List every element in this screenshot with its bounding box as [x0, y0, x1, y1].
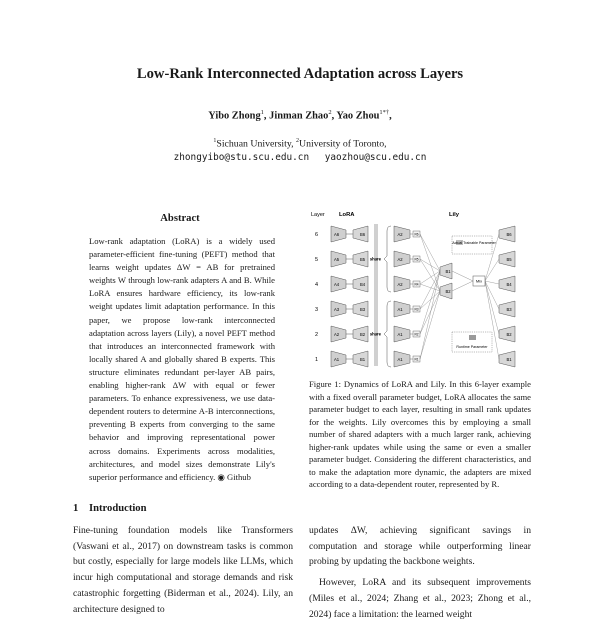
author-mark: 2	[328, 109, 332, 116]
affil-name: University of Toronto,	[299, 138, 387, 150]
lily-a-adapter-label: A1	[397, 332, 403, 337]
author-mark: 1*†	[379, 109, 390, 116]
intro-text: Fine-tuning foundation models like Transformers (Vaswani et al., 2017) on downstream tasks is common but costly, especially for large models like LLMs, which incur high computational and storage demands and risk catastrophic forgetting (Biderman et al., 2024). Lily, an architecture designed to	[73, 525, 293, 615]
email-link[interactable]: yaozhou@scu.edu.cn	[324, 152, 427, 163]
lily-a-adapter-label: A2	[397, 232, 403, 237]
paragraph: updates ΔW, achieving significant savings in computation and storage while outperforming linear probing by updating the backbone weights.	[309, 525, 531, 568]
output-b-adapter-label: B5	[506, 257, 512, 262]
mix-fan-line	[485, 281, 499, 284]
runtime-param-swatch	[469, 335, 476, 340]
intro-right-column	[309, 523, 531, 622]
router-fan-line	[420, 234, 440, 291]
author-name: Jinman Zhao	[269, 110, 329, 122]
mix-fan-line	[485, 281, 499, 309]
lora-b-adapter-label: B4	[359, 282, 366, 287]
output-b-adapter-label: B6	[506, 232, 512, 237]
share-brace	[384, 226, 391, 292]
email-link[interactable]: zhongyibo@stu.scu.edu.cn	[173, 152, 310, 163]
section-number: 1	[73, 503, 79, 514]
output-b-adapter-label: B2	[506, 332, 512, 337]
section-heading	[73, 503, 147, 514]
share-brace	[384, 301, 391, 367]
lily-a-adapter-label: A2	[397, 257, 403, 262]
lora-header: LoRA	[339, 212, 355, 218]
mix-fan-line	[485, 259, 499, 281]
lora-b-adapter-label: B3	[359, 307, 366, 312]
share-label: share	[369, 331, 381, 337]
runtime-param-label: Runtime Parameter	[456, 345, 488, 349]
actual-param-label: Actual Trainable Parameter	[452, 241, 496, 245]
lily-a-adapter-label: A1	[397, 307, 403, 312]
router-label: R5	[414, 257, 419, 262]
author-mark: 1	[260, 109, 264, 116]
affil-mark: 2	[296, 138, 300, 144]
shared-b-expert-label: B1	[445, 269, 451, 274]
output-b-adapter-label: B1	[506, 357, 512, 362]
lora-a-adapter-label: A3	[333, 307, 340, 312]
mix-label: Mix	[475, 278, 483, 284]
affil-name: Sichuan University,	[216, 138, 294, 150]
router-fan-line	[420, 291, 440, 334]
layer-number: 1	[315, 357, 319, 363]
router-label: R1	[414, 357, 419, 362]
output-b-adapter-label: B4	[506, 282, 512, 287]
output-b-adapter-label: B3	[506, 307, 512, 312]
author-name: Yibo Zhong	[208, 110, 261, 122]
email-list	[0, 152, 600, 163]
lora-b-adapter-label: B5	[359, 257, 366, 262]
github-link[interactable]: Github	[227, 471, 251, 482]
router-label: R3	[414, 307, 419, 312]
affil-mark: 1	[213, 138, 217, 144]
router-fan-line	[420, 271, 440, 359]
router-fan-line	[420, 291, 440, 309]
router-fan-line	[420, 259, 440, 291]
author-list: Yibo Zhong$^1$, Jinman Zhao$^2$, Yao Zhou$^{1*\dagger}$,	[208, 109, 392, 122]
router-label: R4	[414, 282, 419, 287]
abstract-body	[89, 235, 275, 485]
router-fan-line	[420, 234, 440, 271]
mix-input-line	[452, 281, 473, 291]
github-icon: ◉	[217, 472, 225, 483]
paper-title: Low-Rank Interconnected Adaptation across Layers	[136, 66, 464, 82]
figure-caption: Figure 1: Dynamics of LoRA and Lily. In this 6-layer example with a fixed overall parameter budget, LoRA allocates the same parameter budget to each layer, resulting in small rank updates for the weights. Lily overcomes this by employing a small number of shared adapters with a much larger rank, achieving higher-rank updates while using the same or even a smaller parameter budget. Considering the different characteristics, and to make the adaptation more dynamic, the adapters are mixed according to a data-dependent router, represented by R.	[309, 379, 531, 489]
layer-header: Layer	[311, 212, 325, 218]
lily-a-adapter-label: A2	[397, 282, 403, 287]
layer-number: 2	[315, 332, 319, 338]
abstract-text: Low-rank adaptation (LoRA) is a widely used parameter-efficient fine-tuning (PEFT) method that learns weight updates ΔW = AB for pretrained weights W through low-rank adapters A and B. While LoRA ensures hardware efficiency, its low-rank weight updates limit adaptation performance. In this paper, we propose low-rank interconnected adaptation across layers (Lily), a novel PEFT method that introduces an interconnected framework with locally shared A and globally shared B experts. This structure eliminates redundant per-layer AB pairs, enabling higher-rank ΔW with equal or fewer parameters. To enhance expressiveness, we use data-dependent routers to determine A-B interconnections, preventing B experts from converging to the same behavior and improving representational power across domains. Experiments across modalities, architectures, and model sizes demonstrate Lily's superior performance and efficiency.	[89, 236, 275, 482]
router-label: R2	[414, 332, 419, 337]
shared-b-expert-label: B2	[445, 289, 451, 294]
share-label: share	[369, 256, 381, 262]
abstract-heading: Abstract	[160, 213, 200, 224]
figure-diagram	[309, 206, 531, 372]
lora-a-adapter-label: A6	[333, 232, 340, 237]
lily-a-adapter-label: A1	[397, 357, 403, 362]
layer-number: 3	[315, 307, 319, 313]
lora-a-adapter-label: A1	[333, 357, 340, 362]
lora-a-adapter-label: A4	[333, 282, 340, 287]
layer-number: 6	[315, 232, 319, 238]
lily-header: Lily	[449, 212, 459, 218]
mix-input-line	[452, 271, 473, 281]
lora-b-adapter-label: B6	[359, 232, 366, 237]
layer-number: 5	[315, 257, 319, 263]
lora-a-adapter-label: A5	[333, 257, 340, 262]
paragraph: However, LoRA and its subsequent improvements (Miles et al., 2024; Zhang et al., 2023; Zhong et al., 2024) face a limitation: the learned weight	[309, 577, 531, 620]
router-fan-line	[420, 259, 440, 271]
layer-number: 4	[315, 282, 319, 288]
mix-fan-line	[485, 281, 499, 334]
section-title: Introduction	[89, 503, 147, 514]
lora-b-adapter-label: B1	[359, 357, 366, 362]
affiliations	[0, 138, 600, 149]
router-label: R6	[414, 232, 419, 237]
lora-a-adapter-label: A2	[333, 332, 340, 337]
lora-b-adapter-label: B2	[359, 332, 366, 337]
author-name: Yao Zhou	[336, 110, 380, 122]
